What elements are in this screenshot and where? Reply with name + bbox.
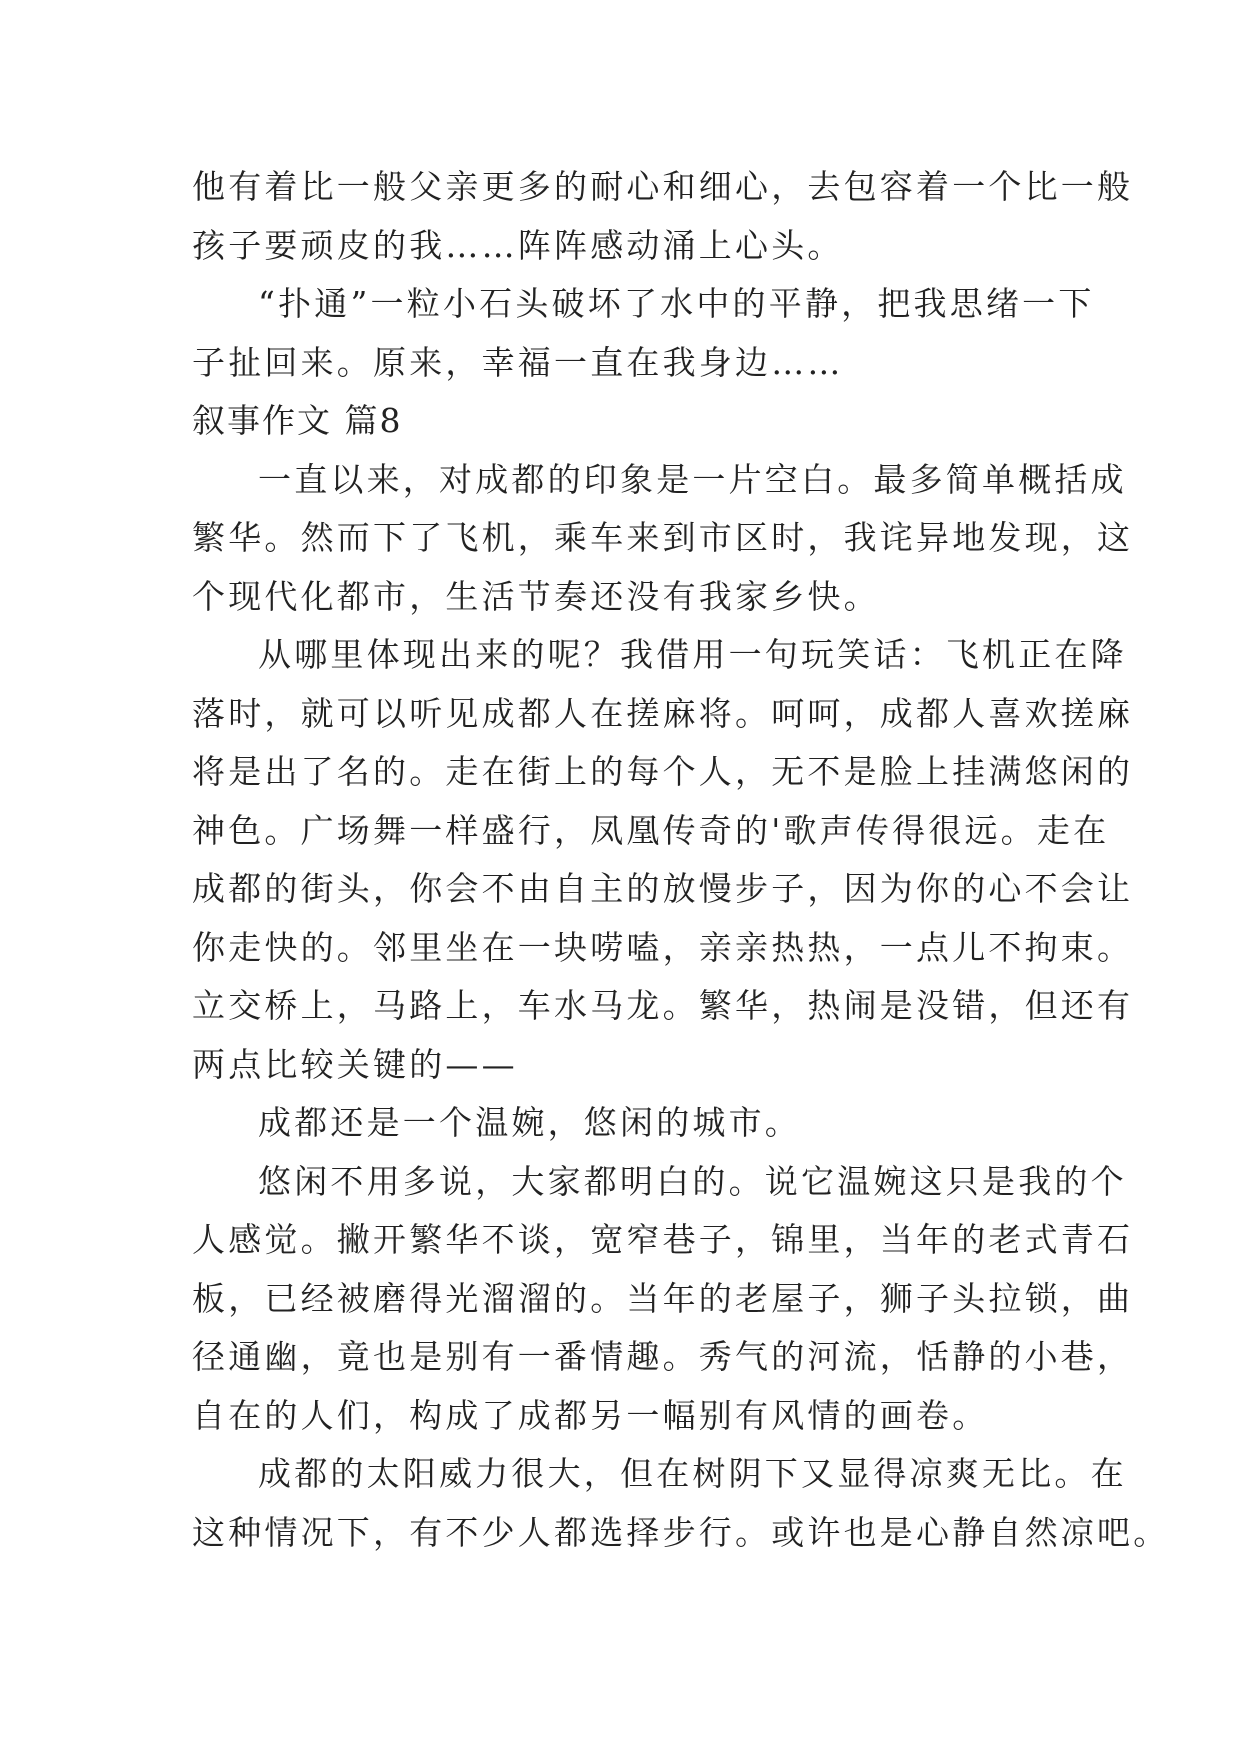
text-line: 孩子要顽皮的我……阵阵感动涌上心头。 [192,225,844,265]
text-line: 自在的人们，构成了成都另一幅别有风情的画卷。 [192,1395,989,1435]
text-line: 成都的街头，你会不由自主的放慢步子，因为你的心不会让 [192,869,1134,908]
text-line: 悠闲不用多说，大家都明白的。说它温婉这只是我的个 [258,1161,1127,1201]
text-line: 成都的太阳威力很大，但在树阴下又显得凉爽无比。在 [258,1454,1127,1493]
text-line: 子扯回来。原来，幸福一直在我身边…… [192,342,844,382]
text-line: 人感觉。撇开繁华不谈，宽窄巷子，锦里，当年的老式青石 [192,1220,1134,1259]
text-line: 将是出了名的。走在街上的每个人，无不是脸上挂满悠闲的 [192,752,1134,791]
text-line: 神色。广场舞一样盛行，凤凰传奇的'歌声传得很远。走在 [192,810,1110,850]
document-body [192,158,1170,1562]
text-line: 立交桥上，马路上，车水马龙。繁华，热闹是没错，但还有 [192,986,1134,1025]
text-line: 他有着比一般父亲更多的耐心和细心，去包容着一个比一般 [192,167,1134,206]
text-line: 落时，就可以听见成都人在搓麻将。呵呵，成都人喜欢搓麻 [192,693,1134,733]
text-line: “扑通”一粒小石头破坏了水中的平静，把我思绪一下 [258,284,1095,323]
text-line: 成都还是一个温婉，悠闲的城市。 [258,1103,801,1142]
section-heading: 叙事作文 篇8 [192,401,403,440]
text-line: 一直以来，对成都的印象是一片空白。最多简单概括成 [258,459,1127,499]
text-line: 从哪里体现出来的呢？我借用一句玩笑话：飞机正在降 [258,635,1127,674]
text-line: 个现代化都市，生活节奏还没有我家乡快。 [192,576,880,616]
text-line: 板，已经被磨得光溜溜的。当年的老屋子，狮子头拉锁，曲 [192,1278,1134,1318]
text-line: 你走快的。邻里坐在一块唠嗑，亲亲热热，一点儿不拘束。 [192,927,1134,967]
text-line: 这种情况下，有不少人都选择步行。或许也是心静自然凉吧。 [192,1512,1170,1552]
text-line: 两点比较关键的—— [192,1044,518,1084]
text-line: 繁华。然而下了飞机，乘车来到市区时，我诧异地发现，这 [192,518,1134,557]
text-line: 径通幽，竟也是别有一番情趣。秀气的河流，恬静的小巷， [192,1337,1134,1376]
